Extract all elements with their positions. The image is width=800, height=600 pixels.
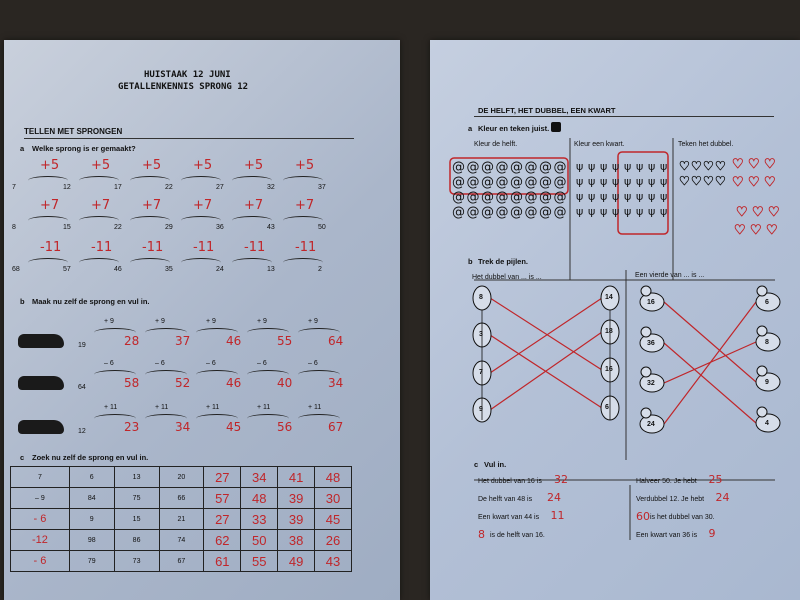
table-answer: 45 <box>315 509 352 530</box>
snail-icon: @ <box>510 190 523 205</box>
flower-icon: ψ <box>576 175 584 188</box>
heart-icon: ♥ <box>691 174 702 188</box>
jump-label: + 9 <box>308 318 318 325</box>
duck-value: 32 <box>647 380 655 387</box>
handwritten-jump: +7 <box>244 198 264 213</box>
car-icon <box>18 420 64 434</box>
table-row <box>11 488 352 509</box>
handwritten-answer: 58 <box>124 376 140 390</box>
snail-icon: @ <box>466 190 480 205</box>
snail-icon: @ <box>539 175 552 190</box>
jump-label: + 9 <box>155 318 165 325</box>
flower-icon: ψ <box>600 175 608 188</box>
balloon-value: 14 <box>605 294 613 301</box>
handwritten-answer: 24 <box>715 491 730 504</box>
drawn-heart: ♥ <box>750 223 762 238</box>
jump-label: + 9 <box>206 318 216 325</box>
handwritten-answer: 40 <box>277 376 293 390</box>
table-given: 73 <box>114 551 159 572</box>
duck-value: 24 <box>647 421 655 428</box>
table-given: 86 <box>114 530 159 551</box>
flower-icon: ψ <box>660 190 668 203</box>
number-label: 17 <box>114 184 122 191</box>
snail-icon: @ <box>539 190 552 205</box>
table-given: 74 <box>159 530 204 551</box>
exercise-c-label-right: c <box>474 460 479 469</box>
handwritten-jump: +5 <box>40 158 60 173</box>
table-given: 67 <box>159 551 204 572</box>
snail-icon: @ <box>481 205 494 220</box>
jump-label: + 11 <box>257 404 271 411</box>
table-row <box>11 467 352 488</box>
drawn-heart: ♥ <box>748 175 760 190</box>
flower-icon: ψ <box>660 175 668 188</box>
jump-arc <box>79 216 119 225</box>
handwritten-jump: +7 <box>40 198 60 213</box>
balloon-value: 8 <box>479 294 483 301</box>
jump-arc <box>181 258 221 267</box>
drawn-heart: ♥ <box>734 223 746 238</box>
fill-text: Een kwart van 36 is <box>636 532 698 539</box>
snail-icon: @ <box>539 160 552 175</box>
balloon-value: 6 <box>605 404 609 411</box>
snail-icon: @ <box>452 160 465 175</box>
section-heading: TELLEN MET SPRONGEN <box>24 127 123 136</box>
handwritten-jump: +5 <box>193 158 213 173</box>
flower-icon: ψ <box>612 175 620 188</box>
snail-icon: @ <box>524 175 538 190</box>
table-answer: 27 <box>204 467 241 488</box>
balloon-value: 16 <box>605 366 613 373</box>
jump-label: – 6 <box>257 360 267 367</box>
table-jump: - 6 <box>11 509 70 530</box>
jump-arc <box>232 176 272 185</box>
table-row <box>11 551 352 572</box>
heart-icon: ♥ <box>679 174 690 188</box>
handwritten-jump: -11 <box>142 240 164 255</box>
handwritten-answer: 32 <box>554 473 568 486</box>
exercise-c-instruction-right: Vul in. <box>484 460 507 469</box>
flower-icon: ψ <box>660 205 668 218</box>
right-worksheet <box>430 40 800 600</box>
duck-head <box>757 326 767 336</box>
jump-label: + 11 <box>308 404 322 411</box>
quarter-title: Een vierde van ... is ... <box>635 272 705 279</box>
jump-arc <box>79 176 119 185</box>
heart-icon: ♥ <box>691 159 702 173</box>
table-given: 66 <box>159 488 204 509</box>
table-jump: 7 <box>11 467 70 488</box>
duck-head <box>641 408 651 418</box>
jump-label: + 11 <box>104 404 118 411</box>
flower-icon: ψ <box>636 205 644 218</box>
drawn-arrow <box>664 302 756 382</box>
flower-icon: ψ <box>588 160 596 173</box>
duck-value: 16 <box>647 299 655 306</box>
start-number: 64 <box>78 384 86 391</box>
table-answer: 50 <box>241 530 278 551</box>
table-answer: 55 <box>241 551 278 572</box>
duck-value: 6 <box>765 299 769 306</box>
handwritten-answer: 46 <box>226 376 242 390</box>
flower-icon: ψ <box>648 205 656 218</box>
duck-value: 8 <box>765 339 769 346</box>
handwritten-answer: 37 <box>175 334 191 348</box>
jump-table <box>10 466 352 572</box>
flower-icon: ψ <box>648 190 656 203</box>
flower-icon: ψ <box>624 205 632 218</box>
drawn-heart: ♥ <box>768 205 780 220</box>
flower-icon: ψ <box>636 190 644 203</box>
col-half-label: Kleur de helft. <box>474 141 518 148</box>
table-given: 9 <box>69 509 114 530</box>
balloon-value: 3 <box>479 331 483 338</box>
handwritten-jump: -11 <box>295 240 317 255</box>
table-answer: 43 <box>315 551 352 572</box>
exercise-a-label: a <box>20 144 25 153</box>
table-jump: – 9 <box>11 488 70 509</box>
flower-icon: ψ <box>636 160 644 173</box>
duck-value: 9 <box>765 379 769 386</box>
table-given: 15 <box>114 509 159 530</box>
drawn-heart: ♥ <box>764 175 776 190</box>
jump-arc <box>232 258 272 267</box>
handwritten-jump: +5 <box>244 158 264 173</box>
table-given: 79 <box>69 551 114 572</box>
flower-icon: ψ <box>576 205 584 218</box>
handwritten-answer: 34 <box>328 376 344 390</box>
snail-icon: @ <box>495 205 509 220</box>
drawn-heart: ♥ <box>736 205 748 220</box>
number-label: 8 <box>12 224 16 231</box>
flower-icon: ψ <box>612 190 620 203</box>
drawn-arrow <box>664 302 756 424</box>
handwritten-answer: 64 <box>328 334 344 348</box>
handwritten-answer: 46 <box>226 334 242 348</box>
snail-icon: @ <box>495 190 509 205</box>
duck-head <box>641 327 651 337</box>
heart-icon: ♥ <box>715 159 726 173</box>
duck-head <box>641 367 651 377</box>
snail-icon: @ <box>495 160 509 175</box>
fill-text: Halveer 50. Je hebt <box>636 478 697 485</box>
snail-icon: @ <box>524 190 538 205</box>
jump-arc <box>130 216 170 225</box>
table-answer: 30 <box>315 488 352 509</box>
number-label: 22 <box>114 224 122 231</box>
fill-text: is het dubbel van 30. <box>650 514 715 521</box>
handwritten-jump: -11 <box>40 240 62 255</box>
flower-icon: ψ <box>624 160 632 173</box>
handwritten-jump: +7 <box>193 198 213 213</box>
jump-arc <box>28 176 68 185</box>
drawn-arrow <box>490 332 602 410</box>
number-label: 22 <box>165 184 173 191</box>
exercise-b-label-right: b <box>468 257 473 266</box>
jump-arc <box>28 216 68 225</box>
table-answer: 41 <box>278 467 315 488</box>
handwritten-answer: 60 <box>636 510 650 523</box>
number-label: 46 <box>114 266 122 273</box>
snail-icon: @ <box>466 205 480 220</box>
snail-icon: @ <box>553 190 567 205</box>
handwritten-jump: -11 <box>91 240 113 255</box>
exercise-a-instruction-right: Kleur en teken juist. <box>478 124 550 133</box>
number-label: 57 <box>63 266 71 273</box>
snail-icon: @ <box>481 160 494 175</box>
handwritten-jump: +5 <box>295 158 315 173</box>
flower-icon: ψ <box>624 190 632 203</box>
snail-icon: @ <box>510 205 523 220</box>
table-given: 75 <box>114 488 159 509</box>
snail-icon: @ <box>466 160 480 175</box>
exercise-b-instruction: Maak nu zelf de sprong en vul in. <box>32 297 150 306</box>
table-answer: 49 <box>278 551 315 572</box>
handwritten-answer: 11 <box>550 509 565 522</box>
jump-label: – 6 <box>308 360 318 367</box>
handwritten-jump: +7 <box>295 198 315 213</box>
table-answer: 39 <box>278 488 315 509</box>
number-label: 27 <box>216 184 224 191</box>
flower-icon: ψ <box>648 160 656 173</box>
drawn-heart: ♥ <box>766 223 778 238</box>
table-answer: 26 <box>315 530 352 551</box>
number-label: 36 <box>216 224 224 231</box>
car-icon <box>18 376 64 390</box>
fill-text: Het dubbel van 16 is <box>478 478 542 485</box>
handwritten-jump: +7 <box>142 198 162 213</box>
table-answer: 38 <box>278 530 315 551</box>
table-row <box>11 509 352 530</box>
heart-icon: ♥ <box>679 159 690 173</box>
flower-icon: ψ <box>660 160 668 173</box>
balloon-value: 9 <box>479 406 483 413</box>
jump-arc <box>130 258 170 267</box>
snail-icon: @ <box>452 205 465 220</box>
table-answer: 62 <box>204 530 241 551</box>
number-label: 43 <box>267 224 275 231</box>
number-label: 32 <box>267 184 275 191</box>
handwritten-answer: 34 <box>175 420 191 434</box>
flower-icon: ψ <box>576 160 584 173</box>
exercise-b-instruction-right: Trek de pijlen. <box>478 257 529 266</box>
exercise-c-instruction: Zoek nu zelf de sprong en vul in. <box>32 453 149 462</box>
jump-label: – 6 <box>104 360 114 367</box>
snail-icon: @ <box>481 175 494 190</box>
table-answer: 57 <box>204 488 241 509</box>
flower-icon: ψ <box>624 175 632 188</box>
jump-arc <box>181 176 221 185</box>
snail-icon: @ <box>553 175 567 190</box>
duck-head <box>757 366 767 376</box>
table-answer: 39 <box>278 509 315 530</box>
duck-head <box>641 286 651 296</box>
jump-arc <box>181 216 221 225</box>
table-row <box>11 530 352 551</box>
drawn-heart: ♥ <box>732 175 744 190</box>
handwritten-jump: +7 <box>91 198 111 213</box>
table-given: 84 <box>69 488 114 509</box>
snail-icon: @ <box>524 205 538 220</box>
handwritten-answer: 23 <box>124 420 140 434</box>
flower-icon: ψ <box>588 190 596 203</box>
balloon-value: 18 <box>605 328 613 335</box>
jump-label: + 11 <box>206 404 220 411</box>
number-label: 50 <box>318 224 326 231</box>
snail-icon: @ <box>539 205 552 220</box>
heart-icon: ♥ <box>703 174 714 188</box>
number-label: 29 <box>165 224 173 231</box>
col-double-label: Teken het dubbel. <box>678 141 734 148</box>
table-answer: 61 <box>204 551 241 572</box>
jump-arc <box>283 176 323 185</box>
jump-label: + 9 <box>257 318 267 325</box>
handwritten-answer: 56 <box>277 420 293 434</box>
table-answer: 33 <box>241 509 278 530</box>
handwritten-answer: 25 <box>708 473 723 486</box>
number-label: 7 <box>12 184 16 191</box>
jump-arc <box>130 176 170 185</box>
jump-label: – 6 <box>206 360 216 367</box>
table-given: 6 <box>69 467 114 488</box>
table-given: 21 <box>159 509 204 530</box>
exercise-a-instruction: Welke sprong is er gemaakt? <box>32 144 136 153</box>
handwritten-jump: +5 <box>142 158 162 173</box>
jump-arc <box>283 258 323 267</box>
duck-head <box>757 407 767 417</box>
snail-icon: @ <box>452 190 465 205</box>
exercise-a-label-right: a <box>468 124 473 133</box>
number-label: 13 <box>267 266 275 273</box>
double-title: Het dubbel van ... is ... <box>472 274 542 281</box>
exercise-b-label: b <box>20 297 25 306</box>
snail-icon: @ <box>510 175 523 190</box>
handwritten-answer: 52 <box>175 376 191 390</box>
snail-icon: @ <box>452 175 465 190</box>
snail-icon: @ <box>553 205 567 220</box>
right-heading: DE HELFT, HET DUBBEL, EEN KWART <box>478 106 616 115</box>
handwritten-answer: 45 <box>226 420 242 434</box>
handwritten-jump: -11 <box>244 240 266 255</box>
jump-arc <box>283 216 323 225</box>
table-answer: 48 <box>241 488 278 509</box>
number-label: 2 <box>318 266 322 273</box>
table-answer: 48 <box>315 467 352 488</box>
number-label: 12 <box>63 184 71 191</box>
table-given: 20 <box>159 467 204 488</box>
drawn-arrow <box>664 343 756 423</box>
number-label: 15 <box>63 224 71 231</box>
fill-text: is de helft van 16. <box>490 532 545 539</box>
number-label: 24 <box>216 266 224 273</box>
snail-icon: @ <box>466 175 480 190</box>
car-icon <box>18 334 64 348</box>
heart-icon: ♥ <box>703 159 714 173</box>
table-jump: - 6 <box>11 551 70 572</box>
heart-icon: ♥ <box>715 174 726 188</box>
handwritten-answer: 8 <box>478 528 485 541</box>
drawn-heart: ♥ <box>748 157 760 172</box>
snail-icon: @ <box>553 160 567 175</box>
handwritten-answer: 55 <box>277 334 293 348</box>
duck-head <box>757 286 767 296</box>
handwritten-jump: -11 <box>193 240 215 255</box>
table-given: 98 <box>69 530 114 551</box>
number-label: 68 <box>12 266 20 273</box>
fill-text: Verdubbel 12. Je hebt <box>636 496 705 503</box>
duck-value: 4 <box>765 420 769 427</box>
flower-icon: ψ <box>648 175 656 188</box>
snail-icon: @ <box>495 175 509 190</box>
flower-icon: ψ <box>612 205 620 218</box>
handwritten-answer: 9 <box>708 527 716 540</box>
snail-icon: @ <box>510 160 523 175</box>
exercise-c-label: c <box>20 453 25 462</box>
left-worksheet <box>4 40 400 600</box>
title-line-2: GETALLENKENNIS SPRONG 12 <box>118 82 249 92</box>
handwritten-answer: 28 <box>124 334 140 348</box>
drawn-heart: ♥ <box>764 157 776 172</box>
fill-text: Een kwart van 44 is <box>478 514 540 521</box>
jump-arc <box>232 216 272 225</box>
flower-icon: ψ <box>588 175 596 188</box>
jump-label: + 11 <box>155 404 169 411</box>
start-number: 19 <box>78 342 86 349</box>
start-number: 12 <box>78 428 86 435</box>
flower-icon: ψ <box>612 160 620 173</box>
table-answer: 34 <box>241 467 278 488</box>
balloon-value: 7 <box>479 369 483 376</box>
title-line-1: HUISTAAK 12 JUNI <box>144 70 231 80</box>
handwritten-answer: 67 <box>328 420 344 434</box>
snail-icon: @ <box>481 190 494 205</box>
drawn-heart: ♥ <box>732 157 744 172</box>
table-answer: 27 <box>204 509 241 530</box>
handwritten-jump: +5 <box>91 158 111 173</box>
number-label: 37 <box>318 184 326 191</box>
snail-icon: @ <box>524 160 538 175</box>
table-jump: -12 <box>11 530 70 551</box>
jump-label: – 6 <box>155 360 165 367</box>
jump-arc <box>79 258 119 267</box>
handwritten-answer: 24 <box>547 491 561 504</box>
drawn-heart: ♥ <box>752 205 764 220</box>
fill-text: De helft van 48 is <box>478 496 533 503</box>
flower-icon: ψ <box>576 190 584 203</box>
flower-icon: ψ <box>600 205 608 218</box>
duck-value: 36 <box>647 340 655 347</box>
number-label: 35 <box>165 266 173 273</box>
flower-icon: ψ <box>600 190 608 203</box>
jump-label: + 9 <box>104 318 114 325</box>
flower-icon: ψ <box>636 175 644 188</box>
table-given: 13 <box>114 467 159 488</box>
jump-arc <box>28 258 68 267</box>
flower-icon: ψ <box>600 160 608 173</box>
flower-icon: ψ <box>588 205 596 218</box>
col-quarter-label: Kleur een kwart. <box>574 141 625 148</box>
